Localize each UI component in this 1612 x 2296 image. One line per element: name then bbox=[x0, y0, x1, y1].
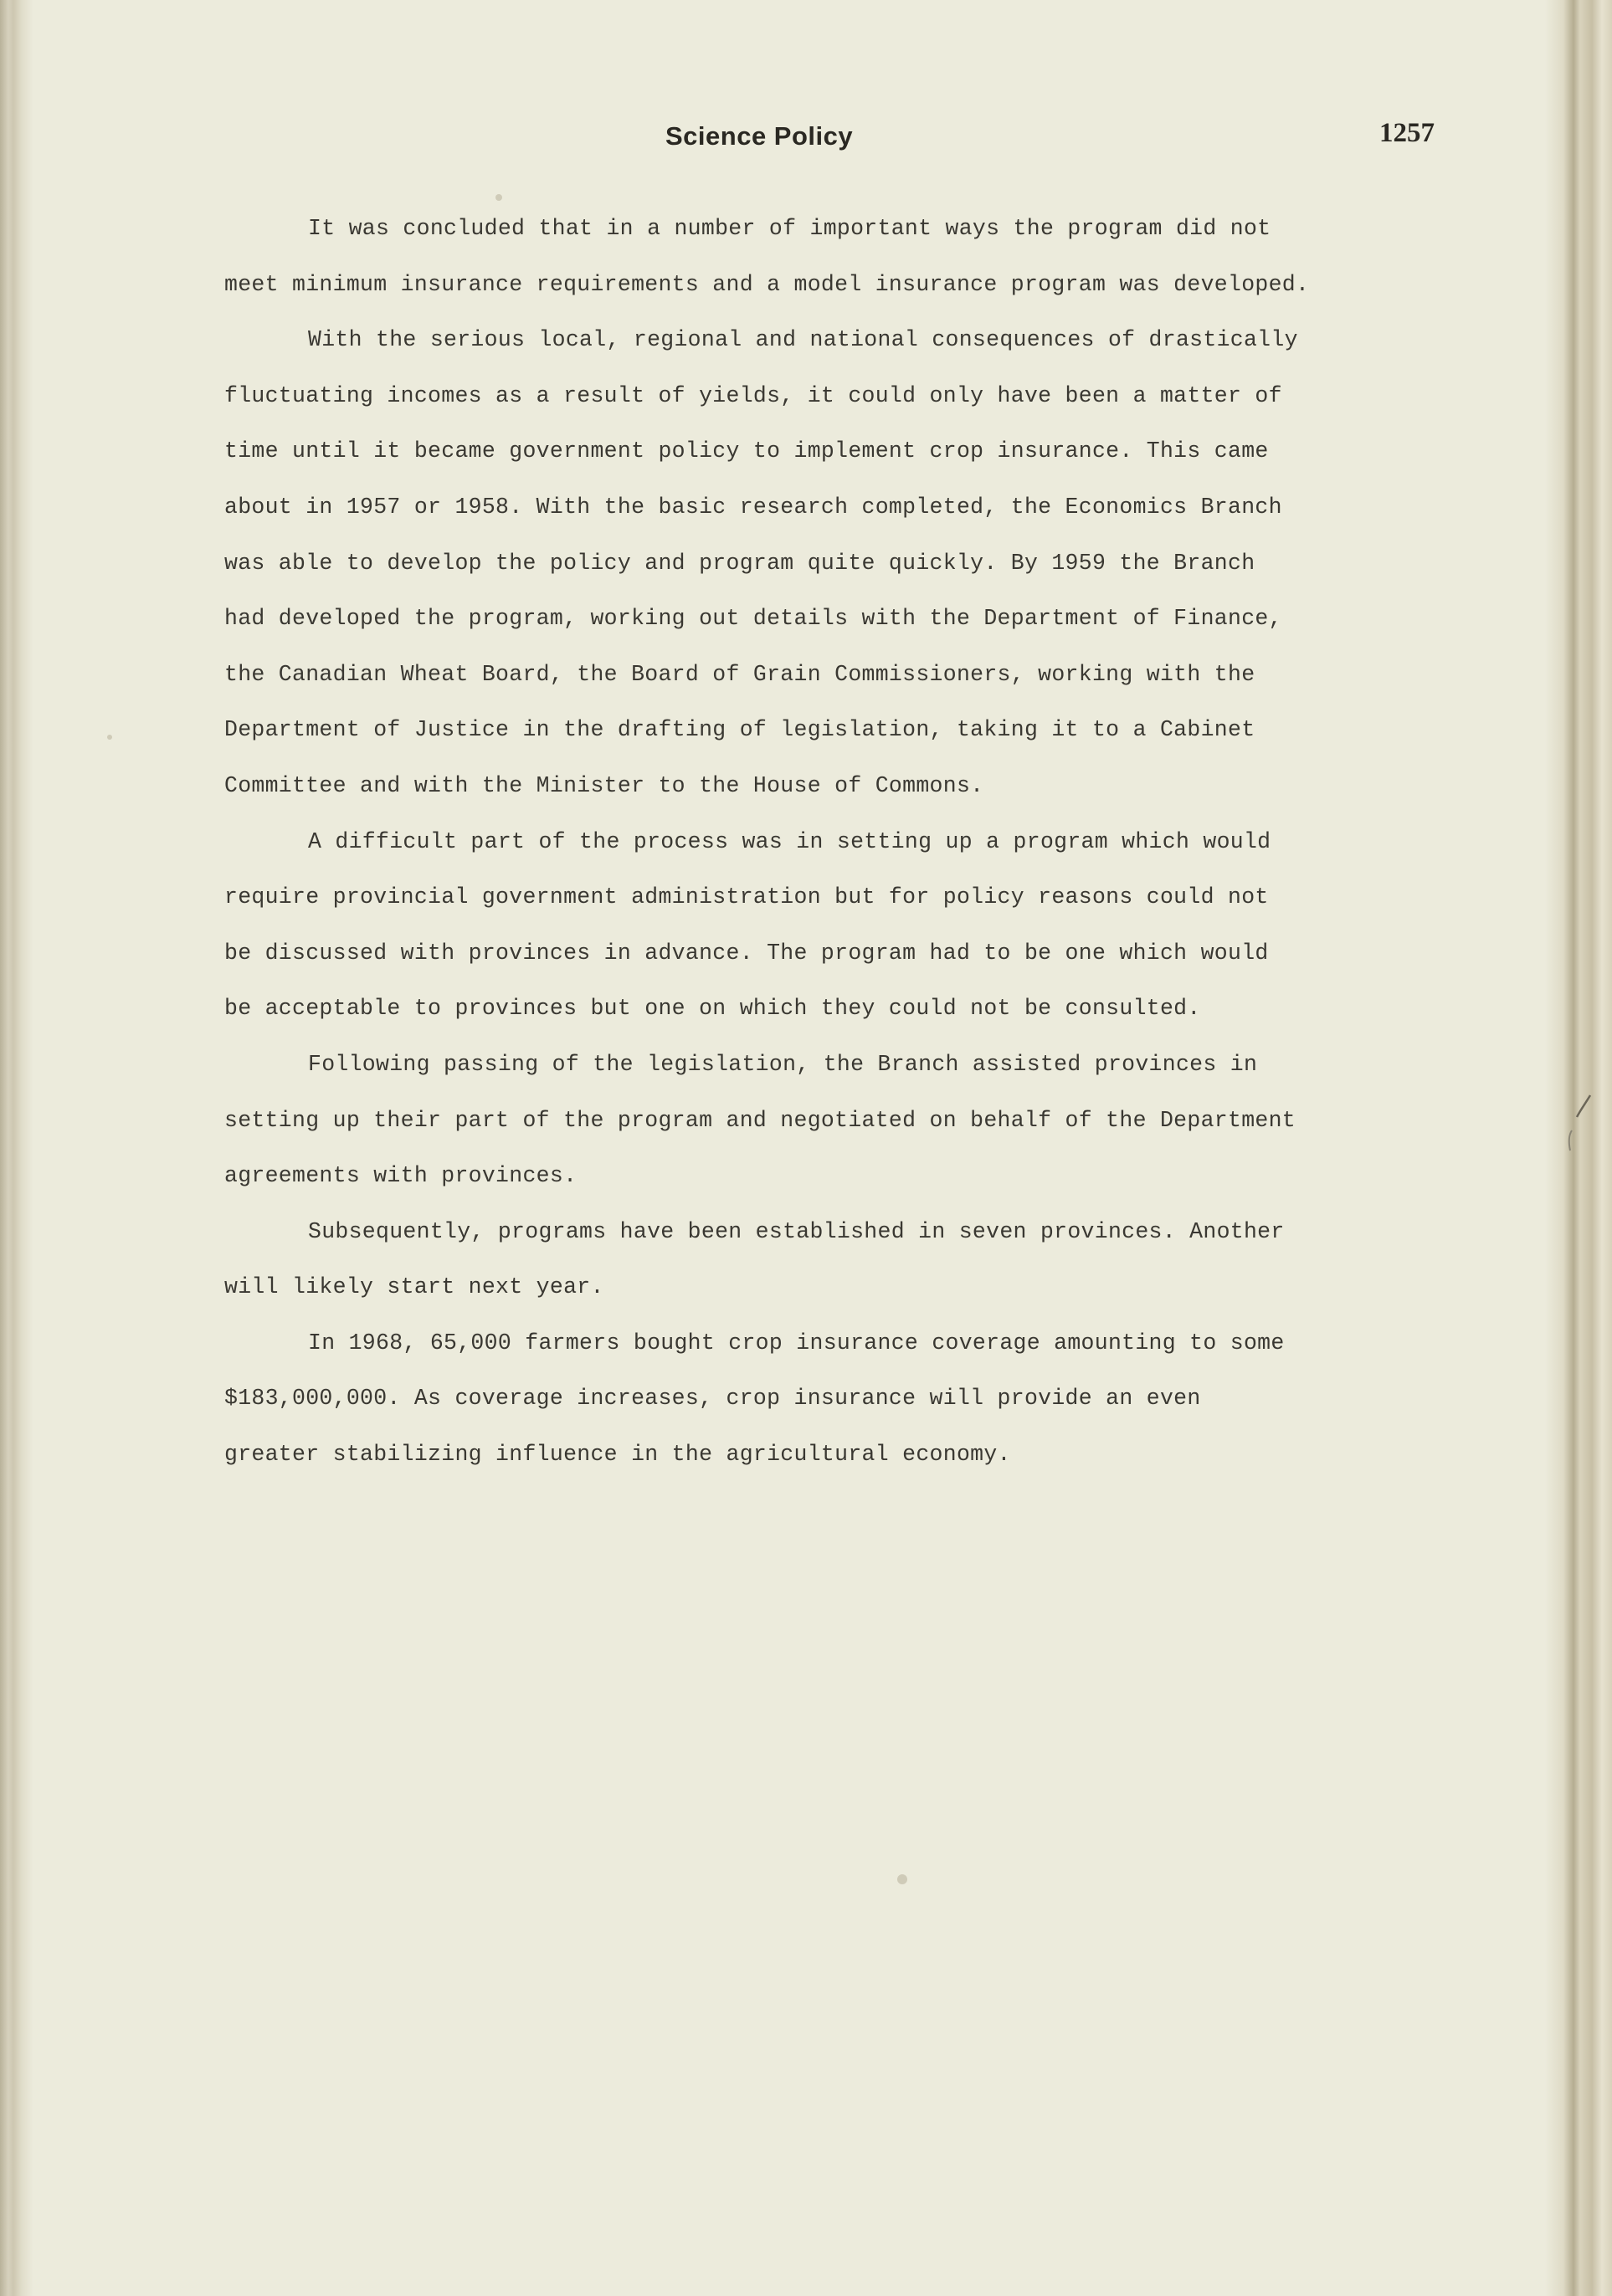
paper-speck bbox=[495, 194, 502, 201]
text-line: was able to develop the policy and program quite quickly. By 1959 the Branch bbox=[224, 550, 1255, 576]
text-line: $183,000,000. As coverage increases, crop insurance will provide an even bbox=[224, 1386, 1201, 1412]
text-line: Following passing of the legislation, the Branch assisted provinces in bbox=[308, 1051, 1258, 1077]
paper-speck bbox=[897, 1874, 907, 1884]
text-line: meet minimum insurance requirements and a model insurance program was developed. bbox=[224, 271, 1310, 297]
page-header bbox=[0, 118, 1612, 172]
text-line: be discussed with provinces in advance. The program had to be one which would bbox=[224, 940, 1269, 966]
text-line: setting up their part of the program and negotiated on behalf of the Department bbox=[224, 1107, 1296, 1133]
text-line: A difficult part of the process was in setting up a program which would bbox=[308, 828, 1271, 854]
text-line: the Canadian Wheat Board, the Board of Grain Commissioners, working with the bbox=[224, 661, 1255, 687]
text-line: about in 1957 or 1958. With the basic research completed, the Economics Branch bbox=[224, 494, 1282, 520]
text-line: be acceptable to provinces but one on which they could not be consulted. bbox=[224, 996, 1201, 1022]
page-number: 1257 bbox=[1379, 118, 1435, 148]
pencil-margin-mark bbox=[1563, 1092, 1594, 1159]
running-title: Science Policy bbox=[665, 121, 854, 151]
text-line: had developed the program, working out details with the Department of Finance, bbox=[224, 606, 1282, 632]
text-line: require provincial government administration but for policy reasons could not bbox=[224, 884, 1269, 910]
text-line: Department of Justice in the drafting of legislation, taking it to a Cabinet bbox=[224, 717, 1255, 743]
text-line: In 1968, 65,000 farmers bought crop insurance coverage amounting to some bbox=[308, 1330, 1285, 1356]
page-binding-left bbox=[0, 0, 33, 2296]
text-line: fluctuating incomes as a result of yields, it could only have been a matter of bbox=[224, 382, 1282, 408]
text-line: greater stabilizing influence in the agricultural economy. bbox=[224, 1442, 1011, 1468]
text-line: will likely start next year. bbox=[224, 1274, 604, 1300]
text-line: It was concluded that in a number of important ways the program did not bbox=[308, 216, 1271, 241]
body-text bbox=[224, 216, 1396, 1498]
text-line: time until it became government policy to implement crop insurance. This came bbox=[224, 438, 1269, 464]
text-line: With the serious local, regional and national consequences of drastically bbox=[308, 327, 1298, 353]
text-line: Committee and with the Minister to the House of Commons. bbox=[224, 772, 984, 798]
text-line: Subsequently, programs have been established in seven provinces. Another bbox=[308, 1218, 1285, 1244]
text-line: agreements with provinces. bbox=[224, 1163, 578, 1189]
paper-speck bbox=[107, 735, 112, 740]
